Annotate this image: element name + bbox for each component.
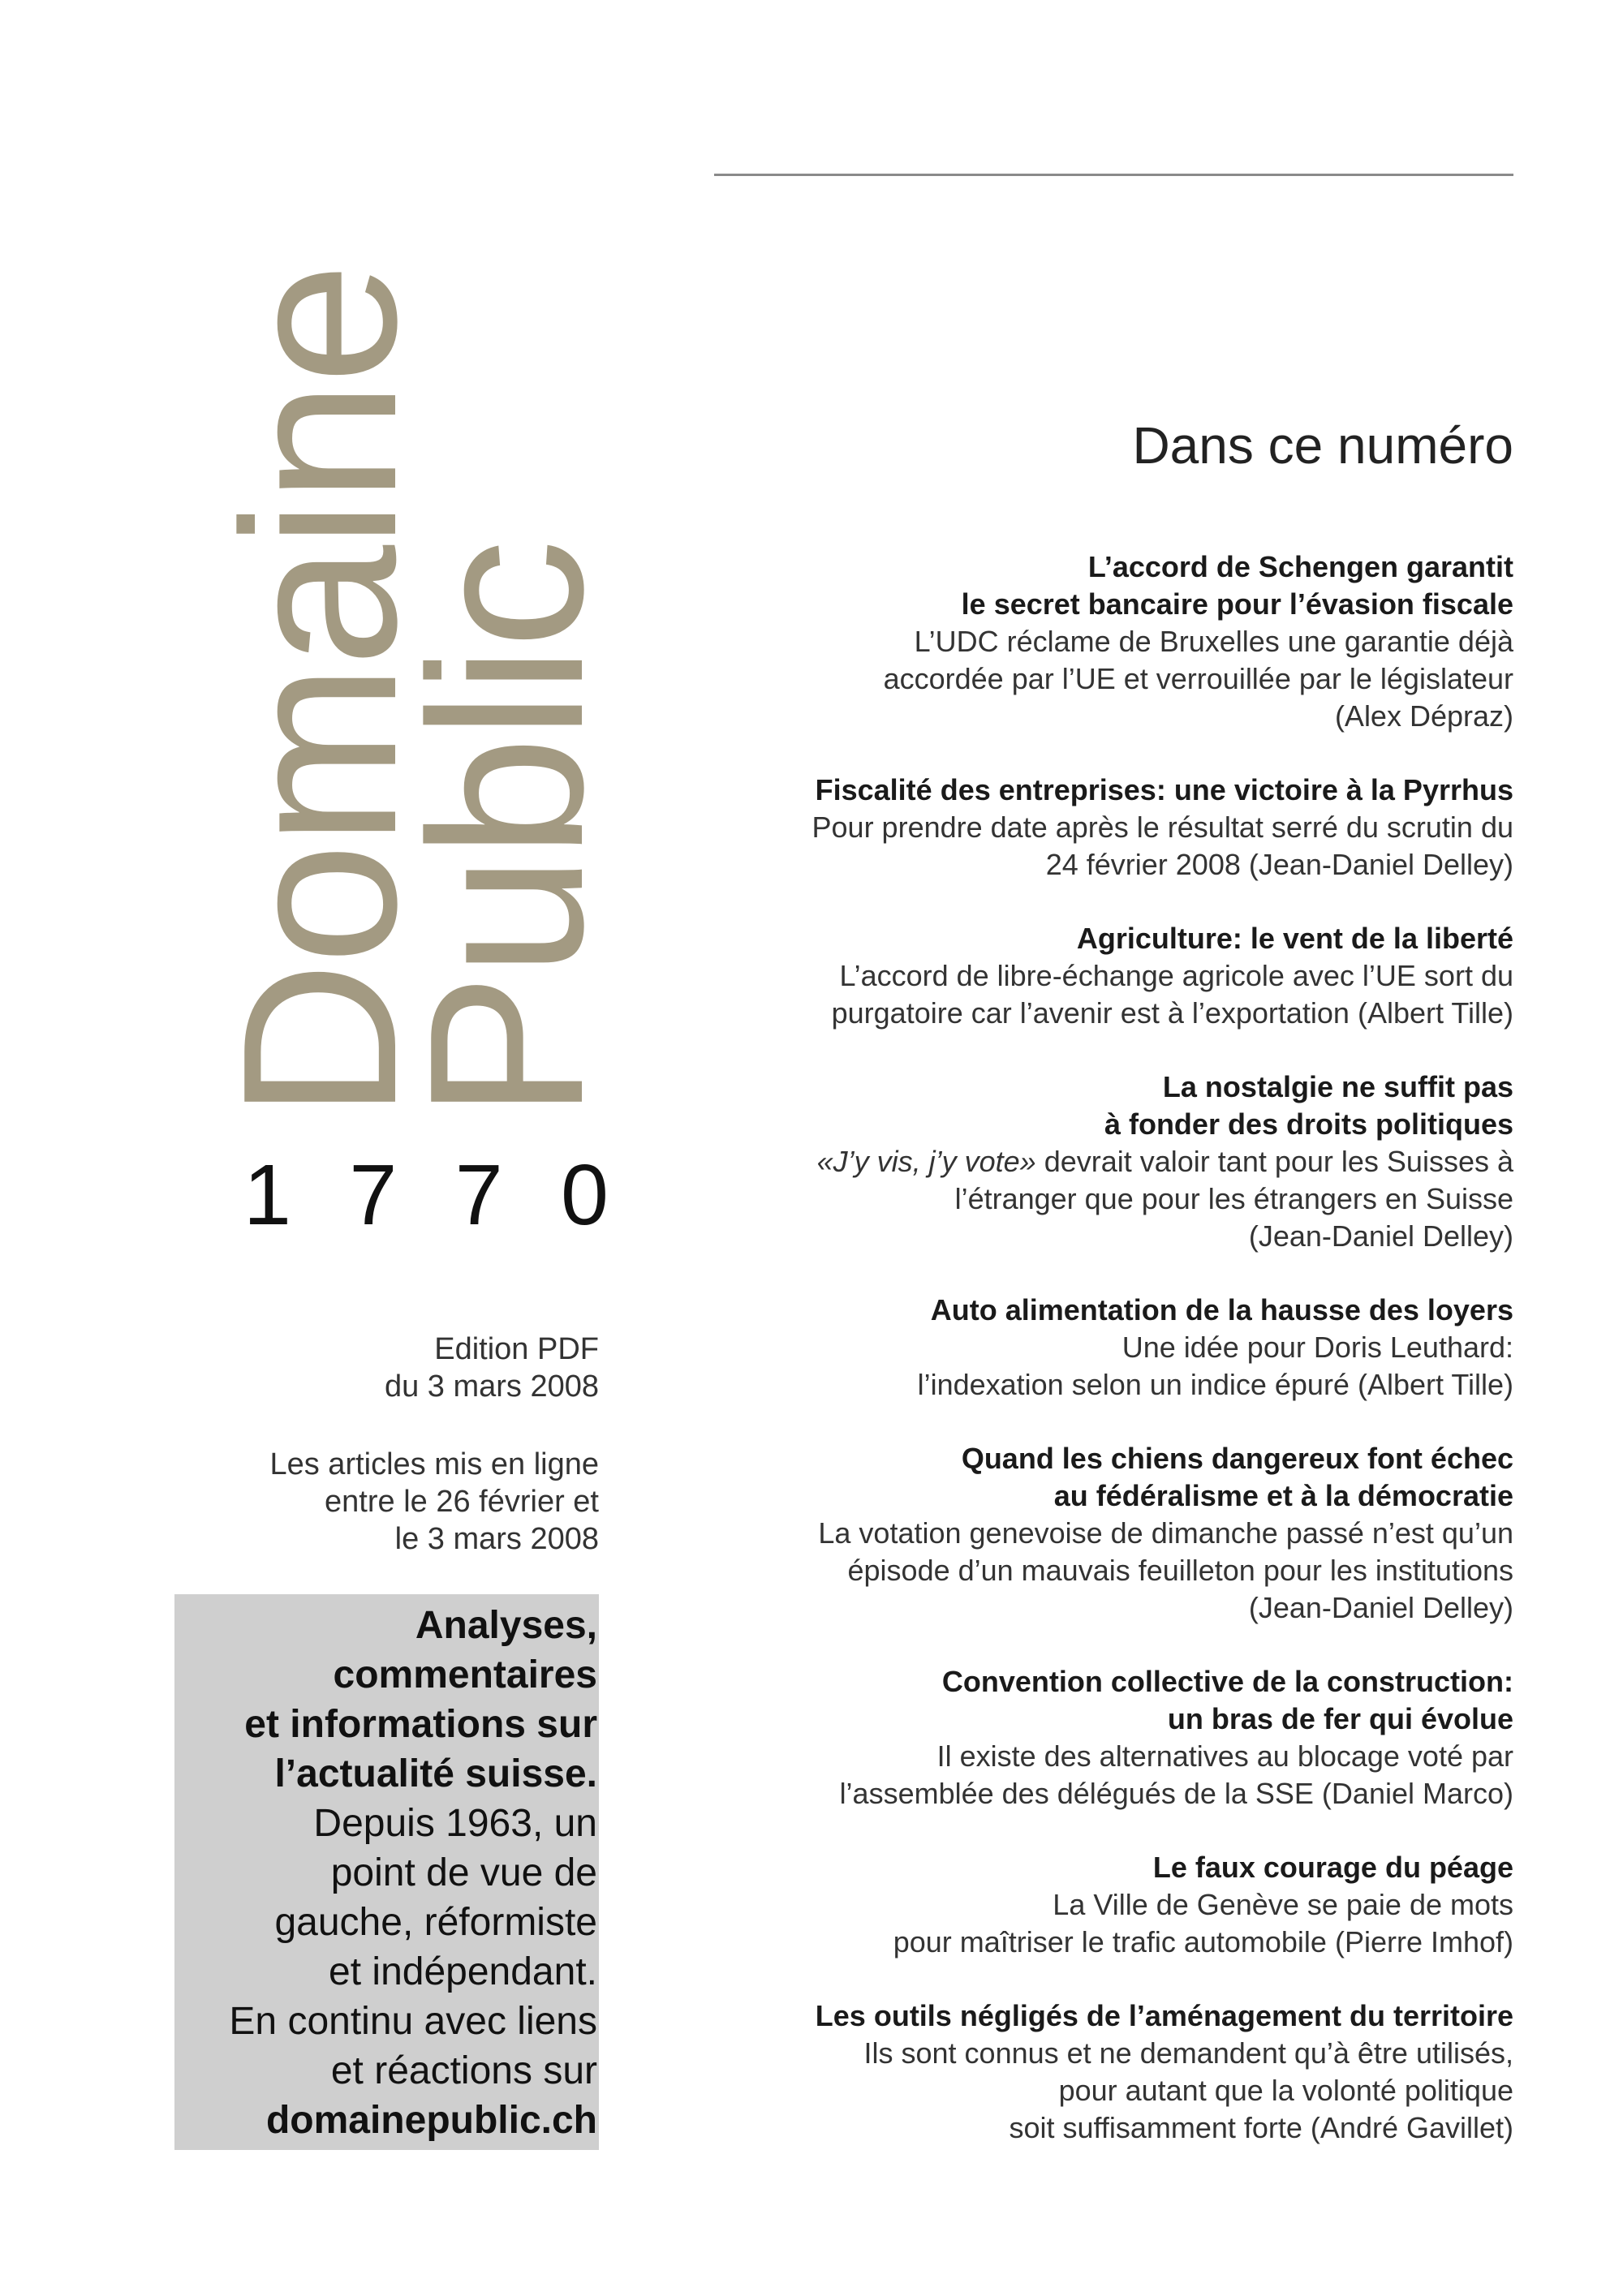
promo-bold-line: commentaires [333, 1653, 597, 1696]
articles-line: Les articles mis en ligne [269, 1447, 599, 1481]
masthead-line-1: Domaine [198, 265, 442, 1120]
toc-item[interactable] [714, 1440, 1513, 1627]
edition-line: Edition PDF [434, 1332, 599, 1366]
articles-line: entre le 26 février et [325, 1485, 599, 1519]
toc-item-title: le secret bancaire pour l’évasion fiscale [961, 587, 1513, 621]
issue-digit: 1 [243, 1147, 291, 1243]
toc-item-title: un bras de fer qui évolue [1167, 1702, 1513, 1735]
promo-site-link[interactable]: domainepublic.ch [265, 2099, 597, 2142]
promo-line: En continu avec liens [229, 2000, 597, 2043]
promo-line: Depuis 1963, un [313, 1802, 597, 1845]
toc-item[interactable] [714, 1997, 1513, 2147]
toc-heading: Dans ce numéro [1132, 416, 1513, 475]
toc-item-summary: purgatoire car l’avenir est à l’exportation (Albert Tille) [831, 996, 1513, 1030]
toc-item-title: La nostalgie ne suffit pas [1162, 1070, 1513, 1103]
toc-item-summary: pour maîtriser le trafic automobile (Pierre Imhof) [893, 1925, 1513, 1958]
toc-item-summary: Ils sont connus et ne demandent qu’à être utilisés, [863, 2036, 1513, 2070]
toc-item-title: au fédéralisme et à la démocratie [1053, 1479, 1513, 1512]
toc-item-title: Quand les chiens dangereux font échec [961, 1442, 1513, 1475]
toc-item-quote: «J’y vis, j’y vote» [816, 1145, 1036, 1178]
promo-bold-line: l’actualité suisse. [274, 1752, 597, 1795]
table-of-contents [714, 548, 1513, 2183]
promo-box [174, 1594, 599, 2150]
toc-item-summary: accordée par l’UE et verrouillée par le législateur [883, 662, 1513, 695]
toc-item-title: Les outils négligés de l’aménagement du territoire [815, 1999, 1513, 2032]
toc-item[interactable] [714, 1849, 1513, 1961]
toc-item-title: Le faux courage du péage [1152, 1851, 1513, 1884]
toc-item-author: (Jean-Daniel Delley) [1248, 1219, 1513, 1253]
toc-item-summary: 24 février 2008 (Jean-Daniel Delley) [1045, 848, 1513, 881]
toc-item-summary-text: devrait valoir tant pour les Suisses à [1035, 1145, 1513, 1178]
toc-item-summary: pour autant que la volonté politique [1058, 2074, 1513, 2107]
promo-line: point de vue de [330, 1851, 597, 1894]
toc-item-author: (Jean-Daniel Delley) [1248, 1591, 1513, 1624]
promo-bold-line: Analyses, [415, 1604, 597, 1647]
masthead-line-2: Public [385, 542, 629, 1120]
toc-item-summary: Il existe des alternatives au blocage voté par [936, 1739, 1513, 1773]
toc-item[interactable] [714, 920, 1513, 1032]
toc-item[interactable] [714, 1663, 1513, 1812]
toc-item-author: (Alex Dépraz) [1334, 699, 1513, 733]
toc-item-title: Agriculture: le vent de la liberté [1076, 922, 1513, 955]
promo-line: et réactions sur [330, 2049, 597, 2092]
top-divider [714, 174, 1513, 176]
toc-item-title: à fonder des droits politiques [1104, 1107, 1513, 1141]
issue-digit: 7 [454, 1147, 503, 1243]
toc-item-summary: La votation genevoise de dimanche passé n’est qu’un [818, 1516, 1513, 1550]
promo-bold-line: et informations sur [244, 1703, 597, 1746]
toc-item[interactable] [714, 772, 1513, 884]
issue-number [243, 1147, 609, 1243]
toc-item-summary: L’accord de libre-échange agricole avec l’UE sort du [839, 959, 1513, 992]
toc-item-summary: L’UDC réclame de Bruxelles une garantie déjà [914, 625, 1513, 658]
toc-item-title: Auto alimentation de la hausse des loyers [930, 1293, 1513, 1326]
toc-item-title: L’accord de Schengen garantit [1087, 550, 1513, 583]
articles-period [243, 1446, 599, 1558]
promo-line: et indépendant. [329, 1950, 597, 1993]
promo-line: gauche, réformiste [274, 1901, 597, 1944]
toc-item-title: Fiscalité des entreprises: une victoire à la Pyrrhus [815, 773, 1513, 806]
toc-item-summary: Pour prendre date après le résultat serré du scrutin du [812, 810, 1513, 844]
toc-item-summary: La Ville de Genève se paie de mots [1053, 1888, 1513, 1921]
issue-digit: 7 [349, 1147, 398, 1243]
toc-item-title: Convention collective de la construction: [941, 1665, 1513, 1698]
toc-item[interactable] [714, 1068, 1513, 1255]
edition-info [243, 1331, 599, 1405]
masthead-title [198, 178, 629, 1120]
toc-item-summary: l’assemblée des délégués de la SSE (Daniel Marco) [839, 1777, 1513, 1810]
articles-line: le 3 mars 2008 [394, 1522, 599, 1556]
toc-item[interactable] [714, 1292, 1513, 1404]
toc-item[interactable] [714, 548, 1513, 735]
toc-item-summary: Une idée pour Doris Leuthard: [1121, 1331, 1513, 1364]
toc-item-summary [714, 1143, 1513, 1180]
toc-item-author: soit suffisamment forte (André Gavillet) [1009, 2111, 1513, 2144]
issue-digit: 0 [561, 1147, 609, 1243]
toc-item-summary: l’indexation selon un indice épuré (Albert Tille) [917, 1368, 1513, 1401]
toc-item-summary: épisode d’un mauvais feuilleton pour les institutions [847, 1554, 1513, 1587]
toc-item-summary: l’étranger que pour les étrangers en Suisse [954, 1182, 1513, 1215]
edition-date: du 3 mars 2008 [384, 1369, 599, 1404]
